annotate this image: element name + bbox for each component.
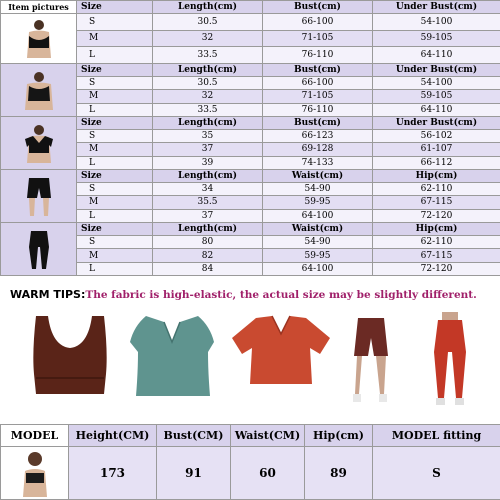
measurement-cell: 33.5 bbox=[153, 103, 263, 116]
column-header: Bust(cm) bbox=[263, 63, 373, 76]
measurement-cell: 66-100 bbox=[263, 76, 373, 89]
column-header: Size bbox=[77, 63, 153, 76]
column-header: Size bbox=[77, 1, 153, 14]
hip-header: Hip(cm) bbox=[305, 425, 373, 447]
measurement-cell: 67-115 bbox=[373, 249, 500, 262]
model-fitting-value: S bbox=[373, 447, 500, 500]
measurement-cell: 64-110 bbox=[373, 103, 500, 116]
model-photo bbox=[1, 447, 69, 500]
model-hip-value: 89 bbox=[305, 447, 373, 500]
product-biker-shorts bbox=[346, 312, 396, 408]
measurement-cell: 62-110 bbox=[373, 183, 500, 196]
measurement-cell: 54-90 bbox=[263, 183, 373, 196]
size-label: L bbox=[77, 47, 153, 64]
measurement-cell: 30.5 bbox=[153, 76, 263, 89]
warm-tips bbox=[10, 288, 500, 301]
size-label: L bbox=[77, 103, 153, 116]
measurement-cell: 35 bbox=[153, 130, 263, 143]
column-header: Waist(cm) bbox=[263, 222, 373, 235]
size-group-header-row bbox=[1, 222, 500, 235]
size-label: L bbox=[77, 262, 153, 275]
measurement-cell: 62-110 bbox=[373, 236, 500, 249]
column-header: Under Bust(cm) bbox=[373, 63, 500, 76]
measurement-cell: 80 bbox=[153, 236, 263, 249]
size-label: M bbox=[77, 90, 153, 103]
size-label: M bbox=[77, 30, 153, 46]
measurement-cell: 76-110 bbox=[263, 103, 373, 116]
size-label: M bbox=[77, 143, 153, 156]
measurement-cell: 37 bbox=[153, 143, 263, 156]
size-group-header-row bbox=[1, 63, 500, 76]
column-header: Hip(cm) bbox=[373, 169, 500, 182]
model-values-row bbox=[1, 447, 500, 500]
measurement-cell: 72-120 bbox=[373, 262, 500, 275]
measurement-cell: 72-120 bbox=[373, 209, 500, 222]
size-group-header-row bbox=[1, 116, 500, 129]
scoop-bra-shape bbox=[33, 316, 106, 394]
measurement-cell: 66-123 bbox=[263, 130, 373, 143]
item-picture-shorts bbox=[1, 169, 77, 222]
crop-tee-shape bbox=[232, 316, 330, 384]
measurement-cell: 71-105 bbox=[263, 30, 373, 46]
model-waist-value: 60 bbox=[231, 447, 305, 500]
size-label: M bbox=[77, 196, 153, 209]
size-label: L bbox=[77, 156, 153, 169]
size-label: S bbox=[77, 236, 153, 249]
column-header: Size bbox=[77, 222, 153, 235]
column-header: Size bbox=[77, 116, 153, 129]
measurement-cell: 61-107 bbox=[373, 143, 500, 156]
model-height-value: 173 bbox=[69, 447, 157, 500]
measurement-cell: 59-95 bbox=[263, 196, 373, 209]
measurement-cell: 35.5 bbox=[153, 196, 263, 209]
column-header: Size bbox=[77, 169, 153, 182]
size-row bbox=[1, 14, 500, 30]
height-header: Height(CM) bbox=[69, 425, 157, 447]
measurement-cell: 64-110 bbox=[373, 47, 500, 64]
measurement-cell: 59-105 bbox=[373, 90, 500, 103]
size-label: S bbox=[77, 183, 153, 196]
size-group-header-row bbox=[1, 1, 500, 14]
item-picture-leggings bbox=[1, 222, 77, 275]
measurement-cell: 32 bbox=[153, 30, 263, 46]
model-header-row bbox=[1, 425, 500, 447]
measurement-cell: 32 bbox=[153, 90, 263, 103]
size-label: S bbox=[77, 14, 153, 30]
column-header: Waist(cm) bbox=[263, 169, 373, 182]
size-group-header-row bbox=[1, 169, 500, 182]
measurement-cell: 71-105 bbox=[263, 90, 373, 103]
product-leggings bbox=[424, 312, 476, 408]
model-fitting-header: MODEL fitting bbox=[373, 425, 500, 447]
column-header: Bust(cm) bbox=[263, 116, 373, 129]
measurement-cell: 34 bbox=[153, 183, 263, 196]
product-photos bbox=[0, 312, 500, 408]
item-picture-tank-top bbox=[1, 63, 77, 116]
measurement-cell: 59-95 bbox=[263, 249, 373, 262]
warm-tips-text: The fabric is high-elastic, the actual size may be slightly different. bbox=[85, 289, 477, 301]
measurement-cell: 59-105 bbox=[373, 30, 500, 46]
column-header: Length(cm) bbox=[153, 1, 263, 14]
measurement-cell: 54-100 bbox=[373, 76, 500, 89]
bust-header: Bust(CM) bbox=[157, 425, 231, 447]
model-bust-value: 91 bbox=[157, 447, 231, 500]
waist-header: Waist(CM) bbox=[231, 425, 305, 447]
measurement-cell: 64-100 bbox=[263, 262, 373, 275]
v-neck-crop-top-shape bbox=[130, 316, 214, 396]
measurement-cell: 69-128 bbox=[263, 143, 373, 156]
measurement-cell: 66-100 bbox=[263, 14, 373, 30]
leggings-shape bbox=[434, 320, 466, 398]
measurement-cell: 66-112 bbox=[373, 156, 500, 169]
column-header: Length(cm) bbox=[153, 63, 263, 76]
measurement-cell: 54-90 bbox=[263, 236, 373, 249]
measurement-cell: 76-110 bbox=[263, 47, 373, 64]
product-crop-tee bbox=[226, 312, 336, 392]
measurement-cell: 30.5 bbox=[153, 14, 263, 30]
size-label: S bbox=[77, 76, 153, 89]
column-header: Under Bust(cm) bbox=[373, 116, 500, 129]
item-picture-scoop-bra bbox=[1, 14, 77, 63]
column-header: Length(cm) bbox=[153, 222, 263, 235]
measurement-cell: 82 bbox=[153, 249, 263, 262]
measurement-cell: 33.5 bbox=[153, 47, 263, 64]
column-header: Length(cm) bbox=[153, 116, 263, 129]
measurement-cell: 64-100 bbox=[263, 209, 373, 222]
product-scoop-bra bbox=[28, 312, 112, 402]
product-v-neck-crop-top bbox=[124, 312, 220, 402]
model-info-table bbox=[0, 424, 500, 500]
measurement-cell: 67-115 bbox=[373, 196, 500, 209]
size-label: M bbox=[77, 249, 153, 262]
measurement-cell: 37 bbox=[153, 209, 263, 222]
column-header: Under Bust(cm) bbox=[373, 1, 500, 14]
size-label: S bbox=[77, 130, 153, 143]
warm-tips-label: WARM TIPS: bbox=[10, 288, 86, 301]
measurement-cell: 39 bbox=[153, 156, 263, 169]
measurement-cell: 56-102 bbox=[373, 130, 500, 143]
model-header: MODEL bbox=[1, 425, 69, 447]
column-header: Length(cm) bbox=[153, 169, 263, 182]
size-label: L bbox=[77, 209, 153, 222]
item-pictures-header: Item pictures bbox=[1, 1, 77, 14]
item-picture-crop-tee bbox=[1, 116, 77, 169]
biker-shorts-shape bbox=[354, 318, 388, 356]
measurement-cell: 54-100 bbox=[373, 14, 500, 30]
measurement-cell: 84 bbox=[153, 262, 263, 275]
column-header: Hip(cm) bbox=[373, 222, 500, 235]
measurement-cell: 74-133 bbox=[263, 156, 373, 169]
column-header: Bust(cm) bbox=[263, 1, 373, 14]
